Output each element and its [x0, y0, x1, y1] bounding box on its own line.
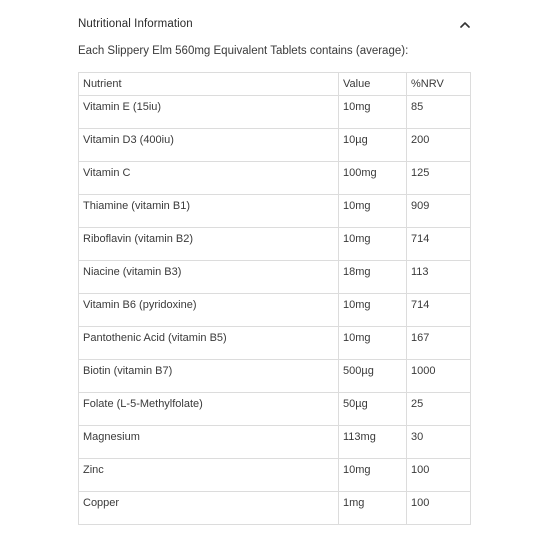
nutrient-cell: Magnesium [79, 426, 339, 459]
table-row [79, 96, 471, 129]
value-cell: 10mg [339, 195, 407, 228]
nutrient-cell: Vitamin B6 (pyridoxine) [79, 294, 339, 327]
nutritional-info-accordion-toggle[interactable] [78, 14, 472, 34]
nutrient-cell: Vitamin E (15iu) [79, 96, 339, 129]
nrv-cell: 100 [407, 492, 471, 525]
nrv-cell: 714 [407, 294, 471, 327]
value-cell: 10mg [339, 294, 407, 327]
nrv-cell: 1000 [407, 360, 471, 393]
table-row [79, 393, 471, 426]
nutrient-cell: Riboflavin (vitamin B2) [79, 228, 339, 261]
nutrient-cell: Folate (L-5-Methylfolate) [79, 393, 339, 426]
nutrient-cell: Vitamin C [79, 162, 339, 195]
value-cell: 10mg [339, 327, 407, 360]
table-row [79, 228, 471, 261]
table-row [79, 426, 471, 459]
table-row [79, 360, 471, 393]
table-row [79, 492, 471, 525]
nrv-cell: 125 [407, 162, 471, 195]
value-cell: 1mg [339, 492, 407, 525]
table-header-row [79, 73, 471, 96]
table-row [79, 162, 471, 195]
value-cell: 10µg [339, 129, 407, 162]
table-row [79, 261, 471, 294]
value-cell: 50µg [339, 393, 407, 426]
accordion-title: Nutritional Information [78, 18, 193, 30]
value-cell: 10mg [339, 96, 407, 129]
nrv-cell: 85 [407, 96, 471, 129]
nrv-cell: 113 [407, 261, 471, 294]
nutrition-table [78, 72, 471, 525]
nrv-cell: 200 [407, 129, 471, 162]
table-row [79, 129, 471, 162]
table-row [79, 294, 471, 327]
table-row [79, 195, 471, 228]
nrv-cell: 100 [407, 459, 471, 492]
column-header-nutrient: Nutrient [79, 73, 339, 96]
nutrient-cell: Pantothenic Acid (vitamin B5) [79, 327, 339, 360]
chevron-up-icon[interactable] [458, 17, 472, 31]
value-cell: 113mg [339, 426, 407, 459]
table-row [79, 327, 471, 360]
table-row [79, 459, 471, 492]
value-cell: 18mg [339, 261, 407, 294]
nutrient-cell: Zinc [79, 459, 339, 492]
nrv-cell: 909 [407, 195, 471, 228]
nutrient-cell: Vitamin D3 (400iu) [79, 129, 339, 162]
column-header-value: Value [339, 73, 407, 96]
value-cell: 10mg [339, 459, 407, 492]
nutrient-cell: Thiamine (vitamin B1) [79, 195, 339, 228]
value-cell: 10mg [339, 228, 407, 261]
column-header-nrv: %NRV [407, 73, 471, 96]
nrv-cell: 714 [407, 228, 471, 261]
nutrient-cell: Biotin (vitamin B7) [79, 360, 339, 393]
value-cell: 500µg [339, 360, 407, 393]
nrv-cell: 25 [407, 393, 471, 426]
nrv-cell: 30 [407, 426, 471, 459]
nrv-cell: 167 [407, 327, 471, 360]
value-cell: 100mg [339, 162, 407, 195]
nutrient-cell: Copper [79, 492, 339, 525]
nutrient-cell: Niacine (vitamin B3) [79, 261, 339, 294]
nutrition-intro-text: Each Slippery Elm 560mg Equivalent Tablets contains (average): [78, 45, 409, 57]
